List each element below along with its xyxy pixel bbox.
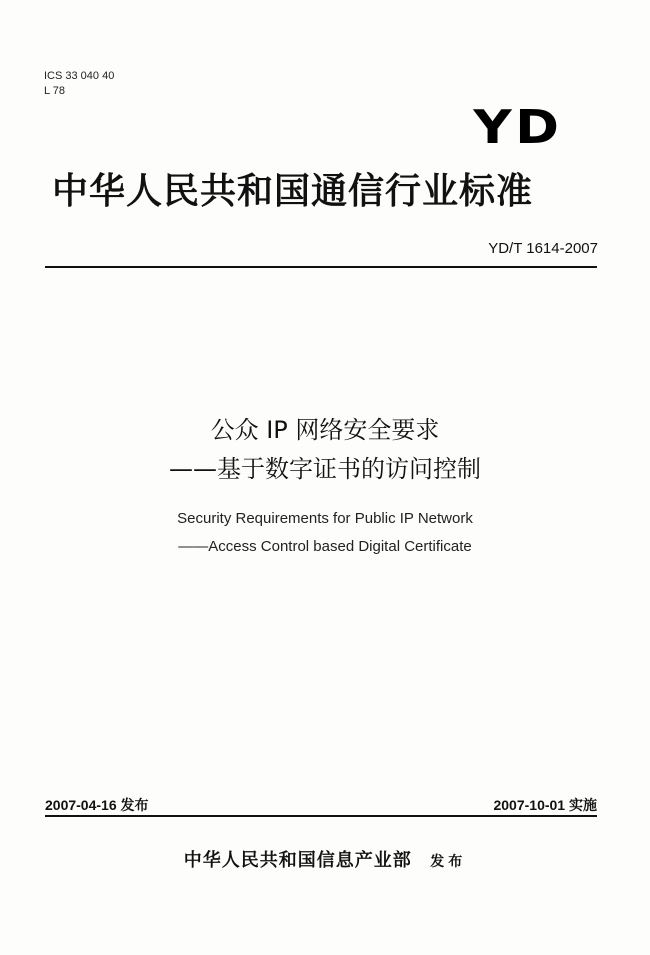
issue-label: 发布 xyxy=(430,854,467,870)
date-row xyxy=(45,795,597,815)
english-title-line-1: Security Requirements for Public IP Network xyxy=(177,510,473,527)
ccs-code: L 78 xyxy=(44,85,66,97)
publisher-name: 中华人民共和国信息产业部 xyxy=(183,850,412,871)
effective-date: 2007-10-01 实施 xyxy=(493,797,597,813)
publisher-line xyxy=(0,846,650,872)
english-title-line-2: ——Access Control based Digital Certificate xyxy=(178,538,472,555)
top-divider xyxy=(45,266,597,268)
standard-family-title: 中华人民共和国通信行业标准 xyxy=(52,171,534,212)
yd-logo: YD xyxy=(472,100,562,154)
chinese-title-line-1: 公众 IP 网络安全要求 xyxy=(210,416,440,444)
bottom-divider xyxy=(45,815,597,817)
standard-number: YD/T 1614-2007 xyxy=(488,240,598,257)
publish-date: 2007-04-16 发布 xyxy=(45,797,149,813)
ics-code: ICS 33 040 40 xyxy=(44,70,115,82)
classification-codes xyxy=(44,69,114,99)
chinese-title-line-2: ——基于数字证书的访问控制 xyxy=(169,455,481,483)
